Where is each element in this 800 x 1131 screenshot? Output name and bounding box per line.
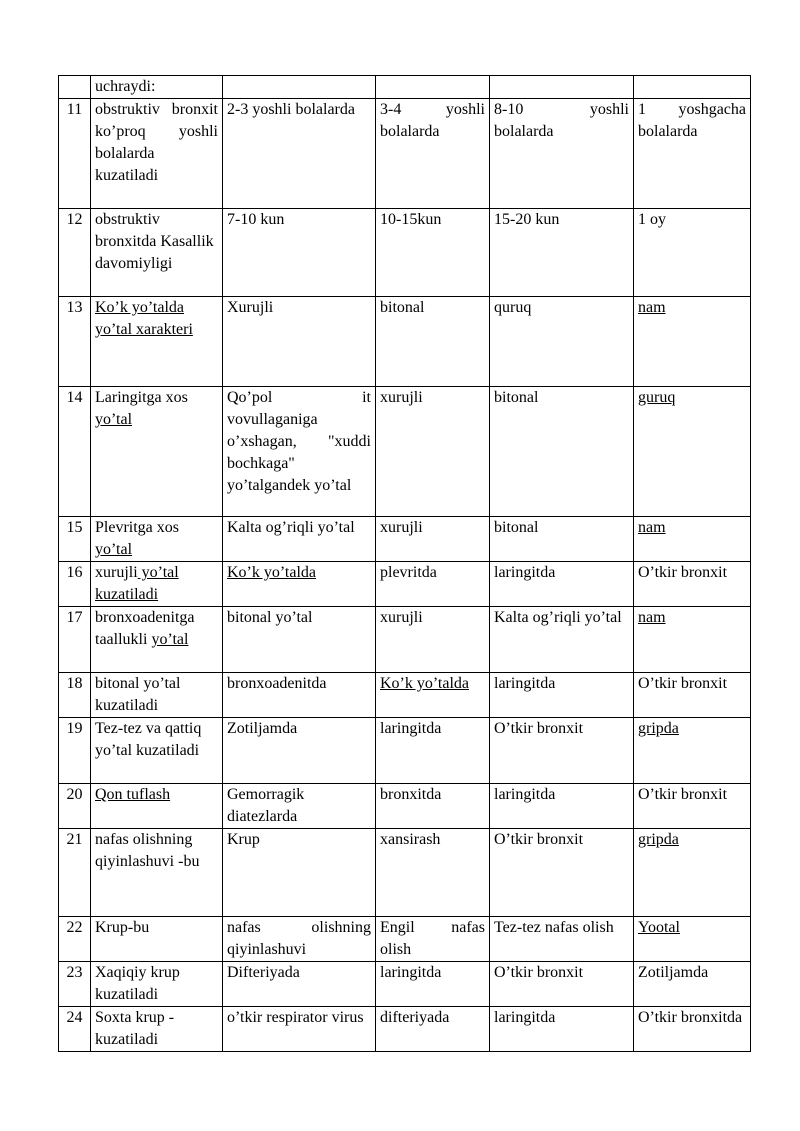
table-row xyxy=(59,1007,751,1052)
answer-a-cell: o’tkir respirator virus xyxy=(223,1007,376,1052)
question-text: bronxoadenitga taallukli xyxy=(95,609,195,648)
answer-b-cell: difteriyada xyxy=(376,1007,490,1052)
answer-a-cell: Xurujli xyxy=(223,297,376,387)
table-row xyxy=(59,917,751,962)
answer-d-cell: nam xyxy=(634,607,751,673)
answer-c-cell: O’tkir bronxit xyxy=(490,962,634,1007)
answer-b-cell: bitonal xyxy=(376,297,490,387)
answer-b-cell: laringitda xyxy=(376,962,490,1007)
table-row xyxy=(59,209,751,297)
row-number: 22 xyxy=(59,917,91,962)
table-row xyxy=(59,99,751,209)
question-cell: Tez-tez va qattiq yo’tal kuzatiladi xyxy=(91,718,223,784)
answer-d-cell: guruq xyxy=(634,387,751,517)
row-number: 21 xyxy=(59,829,91,917)
table-row xyxy=(59,562,751,607)
question-cell: nafas olishning qiyinlashuvi -bu xyxy=(91,829,223,917)
row-number: 15 xyxy=(59,517,91,562)
row-number: 12 xyxy=(59,209,91,297)
answer-c-cell: 8-10 yoshli bolalarda xyxy=(490,99,634,209)
answer-c-cell: O’tkir bronxit xyxy=(490,718,634,784)
table-row xyxy=(59,517,751,562)
question-cell xyxy=(91,607,223,673)
answer-d-cell: nam xyxy=(634,297,751,387)
row-number: 18 xyxy=(59,673,91,718)
answer-c-cell: laringitda xyxy=(490,562,634,607)
question-cell: Krup-bu xyxy=(91,917,223,962)
table-row xyxy=(59,962,751,1007)
answer-a-cell: Krup xyxy=(223,829,376,917)
table-row xyxy=(59,297,751,387)
answer-d-cell: 1 yoshgacha bolalarda xyxy=(634,99,751,209)
table-row xyxy=(59,829,751,917)
row-number: 13 xyxy=(59,297,91,387)
answer-d-cell: O’tkir bronxit xyxy=(634,562,751,607)
question-cell: uchraydi: xyxy=(91,76,223,99)
question-cell: obstruktiv bronxit ko’proq yoshli bolalarda kuzatiladi xyxy=(91,99,223,209)
answer-c-cell xyxy=(490,76,634,99)
question-text: xurujli xyxy=(95,564,138,581)
row-number: 24 xyxy=(59,1007,91,1052)
table-row xyxy=(59,784,751,829)
row-number: 16 xyxy=(59,562,91,607)
answer-d-cell: O’tkir bronxit xyxy=(634,673,751,718)
answer-b-cell: xurujli xyxy=(376,607,490,673)
answer-a-cell: Ko’k yo’talda xyxy=(223,562,376,607)
answer-b-cell: laringitda xyxy=(376,718,490,784)
row-number xyxy=(59,76,91,99)
answer-d-cell: Yootal xyxy=(634,917,751,962)
answer-c-cell: laringitda xyxy=(490,1007,634,1052)
answer-a-cell: bronxoadenitda xyxy=(223,673,376,718)
answer-a-cell: 2-3 yoshli bolalarda xyxy=(223,99,376,209)
answer-d-cell: 1 oy xyxy=(634,209,751,297)
answer-d-cell xyxy=(634,76,751,99)
quiz-table xyxy=(58,75,751,1052)
table-row xyxy=(59,607,751,673)
answer-b-cell: xurujli xyxy=(376,387,490,517)
question-cell: Soxta krup - kuzatiladi xyxy=(91,1007,223,1052)
question-underlined-text: yo’tal kuzatiladi xyxy=(95,564,179,603)
table-row xyxy=(59,673,751,718)
answer-b-cell: bronxitda xyxy=(376,784,490,829)
table-row xyxy=(59,718,751,784)
answer-d-cell: O’tkir bronxitda xyxy=(634,1007,751,1052)
question-cell xyxy=(91,562,223,607)
answer-a-cell: nafas olishning qiyinlashuvi xyxy=(223,917,376,962)
question-cell: Xaqiqiy krup kuzatiladi xyxy=(91,962,223,1007)
row-number: 14 xyxy=(59,387,91,517)
answer-c-cell: Tez-tez nafas olish xyxy=(490,917,634,962)
row-number: 23 xyxy=(59,962,91,1007)
row-number: 19 xyxy=(59,718,91,784)
answer-a-cell: Gemorragik diatezlarda xyxy=(223,784,376,829)
answer-d-cell: Zotiljamda xyxy=(634,962,751,1007)
answer-a-cell: Zotiljamda xyxy=(223,718,376,784)
row-number: 20 xyxy=(59,784,91,829)
answer-d-cell: O’tkir bronxit xyxy=(634,784,751,829)
question-underlined-text: yo’tal xyxy=(95,541,133,558)
answer-c-cell: bitonal xyxy=(490,517,634,562)
answer-b-cell: Ko’k yo’talda xyxy=(376,673,490,718)
answer-b-cell: Engil nafas olish xyxy=(376,917,490,962)
question-cell xyxy=(91,387,223,517)
answer-c-cell: quruq xyxy=(490,297,634,387)
table-row xyxy=(59,76,751,99)
answer-d-cell: nam xyxy=(634,517,751,562)
answer-c-cell: 15-20 kun xyxy=(490,209,634,297)
answer-c-cell: bitonal xyxy=(490,387,634,517)
answer-a-cell: Kalta og’riqli yo’tal xyxy=(223,517,376,562)
answer-d-cell: gripda xyxy=(634,829,751,917)
answer-b-cell: 10-15kun xyxy=(376,209,490,297)
answer-a-cell: 7-10 kun xyxy=(223,209,376,297)
question-cell: bitonal yo’tal kuzatiladi xyxy=(91,673,223,718)
question-text: Plevritga xos xyxy=(95,519,179,536)
answer-b-cell: xansirash xyxy=(376,829,490,917)
answer-a-cell: bitonal yo’tal xyxy=(223,607,376,673)
table-row xyxy=(59,387,751,517)
answer-b-cell xyxy=(376,76,490,99)
row-number: 17 xyxy=(59,607,91,673)
question-cell: obstruktiv bronxitda Kasallik davomiyligi xyxy=(91,209,223,297)
answer-a-cell: Qo’pol it vovullaganiga o’xshagan, "xuddi bochkaga" yo’talgandek yo’tal xyxy=(223,387,376,517)
question-text: Laringitga xos xyxy=(95,389,188,406)
question-cell: Ko’k yo’talda yo’tal xarakteri xyxy=(91,297,223,387)
answer-b-cell: plevritda xyxy=(376,562,490,607)
row-number: 11 xyxy=(59,99,91,209)
answer-b-cell: xurujli xyxy=(376,517,490,562)
question-underlined-text: yo’tal xyxy=(151,631,189,648)
answer-c-cell: O’tkir bronxit xyxy=(490,829,634,917)
question-underlined-text: yo’tal xyxy=(95,411,133,428)
answer-b-cell: 3-4 yoshli bolalarda xyxy=(376,99,490,209)
answer-d-cell: gripda xyxy=(634,718,751,784)
question-cell xyxy=(91,517,223,562)
answer-c-cell: laringitda xyxy=(490,673,634,718)
answer-a-cell: Difteriyada xyxy=(223,962,376,1007)
answer-a-cell xyxy=(223,76,376,99)
answer-c-cell: Kalta og’riqli yo’tal xyxy=(490,607,634,673)
answer-c-cell: laringitda xyxy=(490,784,634,829)
question-cell: Qon tuflash xyxy=(91,784,223,829)
